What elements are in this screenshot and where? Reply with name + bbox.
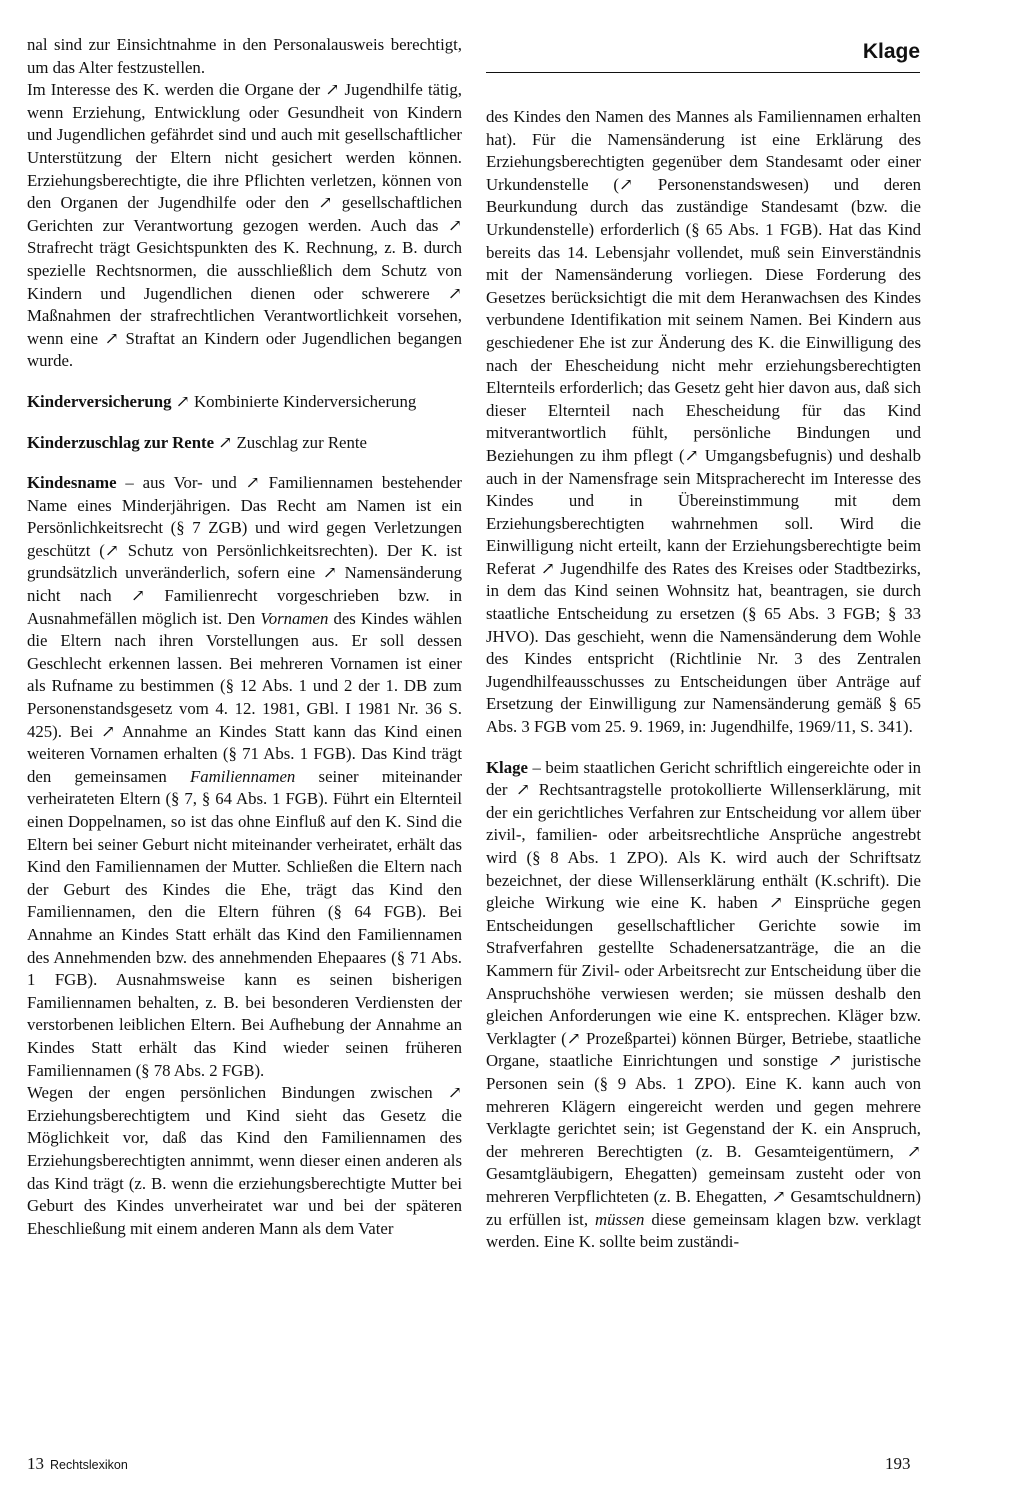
page-number: 193 bbox=[885, 1454, 911, 1473]
running-header: Klage bbox=[862, 40, 920, 63]
sheet-number: 13 bbox=[27, 1454, 44, 1473]
book-title: Rechtslexikon bbox=[50, 1458, 128, 1472]
entry-kinderzuschlag bbox=[27, 432, 462, 455]
entry-text: ↗ Kombinierte Kinderversicherung bbox=[171, 391, 417, 411]
entry-kinderversicherung bbox=[27, 391, 462, 414]
entry-kindesname bbox=[27, 472, 462, 1082]
left-column bbox=[27, 34, 462, 1240]
entry-heading: Klage bbox=[486, 757, 528, 777]
paragraph-namensaenderung: Wegen der engen persönlichen Bindungen zwischen ↗ Erziehungsberechtigtem und Kind sieht das Gesetz die Möglichkeit vor, daß das Kind den Familiennamen des Erziehungsberechtigten annimmt, wenn dieser einen anderen als das Kind trägt (z. B. wenn die erziehungsberechtigte Mutter bei Geburt des Kindes unverheiratet war und bei der späteren Eheschließung mit einem anderen Mann als dem Vater bbox=[27, 1083, 462, 1238]
header-rule bbox=[486, 72, 920, 73]
emphasis-text: Vornamen bbox=[260, 608, 329, 628]
entry-text: ↗ Zuschlag zur Rente bbox=[214, 432, 368, 452]
entry-text: diese gemeinsam klagen bzw. verklagt werden. Eine K. sollte beim zuständi- bbox=[486, 1209, 921, 1252]
entry-klage bbox=[486, 757, 921, 1254]
paragraph-jugendhilfe: Im Interesse des K. werden die Organe der ↗ Jugendhilfe tätig, wenn Erziehung, Entwicklung oder Gesundheit von Kindern und Jugendlichen gefährdet sind und auch mit gesellschaftlicher Unterstützung der Eltern nicht gesichert werden können. Erziehungsberechtigte, die ihre Pflichten verletzen, können von den Organen der Jugendhilfe oder den ↗ gesellschaftlichen Gerichten zur Verantwortung gezogen werden. Auch das ↗ Strafrecht trägt Gesichtspunkten des K. Rechnung, z. B. durch spezielle Rechtsnormen, die ausschließlich dem Schutz von Kindern und Jugendlichen dienen oder schwerere ↗ Maßnahmen der strafrechtlichen Verantwortlichkeit vorsehen, wenn eine ↗ Straftat an Kindern oder Jugendlichen begangen wurde. bbox=[27, 80, 462, 371]
entry-heading: Kinderversicherung bbox=[27, 391, 172, 411]
entry-heading: Kindesname bbox=[27, 473, 117, 493]
entry-text: – beim staatlichen Gericht schriftlich eingereichte oder in der ↗ Rechtsantragstelle protokollierte Willenserklärung, mit der ein gerichtliches Verfahren zur Entscheidung vor allem über zivil-, familien- oder arbeitsrechtliche Ansprüche angestrebt wird (§ 8 Abs. 1 ZPO). Als K. wird auch der Schriftsatz bezeichnet, der diese Willenserklärung enthält (K.schrift). Die gleiche Wirkung wie eine K. haben ↗ Einsprüche gegen Entscheidungen gesellschaftlicher Gerichte sowie im Strafverfahren gestellte Schadenersatzanträge, die an die Kammern für Zivil- oder Arbeitsrecht zur Entscheidung über die Anspruchshöhe verwiesen werden; sie müssen deshalb den gleichen Anforderungen wie eine K. entsprechen. Kläger bzw. Verklagter (↗ Prozeßpartei) können Bürger, Betriebe, staatliche Organe, staatliche Einrichtungen und sonstige ↗ juristische Personen sein (§ 9 Abs. 1 ZPO). Eine K. kann auch von mehreren Klägern eingereicht werden und gegen mehrere Verklagte gerichtet sein; ist Gegenstand der K. ein Anspruch, der mehreren Berechtigten (z. B. Gesamteigentümern, ↗ Gesamtgläubigern, Ehegatten) gemeinsam zusteht oder von mehreren Verpflichteten (z. B. Ehegatten, ↗ Gesamtschuldnern) zu erfüllen ist, bbox=[486, 757, 921, 1229]
entry-text: seiner miteinander verheirateten Eltern (§ 7, § 64 Abs. 1 FGB). Führt ein Elternteil einen Doppelnamen, so ist das ohne Einfluß auf den K. Sind die Eltern bei seiner Geburt nicht miteinander verheiratet, erhält das Kind den Familiennamen der Mutter. Schließen die Eltern nach der Geburt des Kindes die Ehe, trägt das Kind den Familiennamen, den die Eltern führen (§ 64 FGB). Bei Annahme an Kindes Statt erhält das Kind den Familiennamen des Annehmenden bzw. des annehmenden Ehepaares (§ 71 Abs. 1 FGB). Ausnahmsweise kann es seinen bisherigen Familiennamen behalten, z. B. bei besonderen Verdiensten der verstorbenen leiblichen Eltern. Bei Aufhebung der Annahme an Kindes Statt erhält das Kind wieder seinen früheren Familiennamen (§ 78 Abs. 2 FGB). bbox=[27, 766, 463, 1080]
entry-heading: Kinderzuschlag zur Rente bbox=[27, 432, 215, 452]
right-column bbox=[486, 106, 921, 1254]
entry-text: – aus Vor- und ↗ Familiennamen bestehender Name eines Minderjährigen. Das Recht am Namen ist ein Persönlichkeitsrecht (§ 7 ZGB) und wird gegen Verletzungen geschützt (↗ Schutz von Persönlichkeitsrechten). Der K. ist grundsätzlich unveränderlich, sofern eine ↗ Namensänderung nicht nach ↗ Familienrecht vorgeschrieben bzw. in Ausnahmefällen möglich ist. Den bbox=[27, 473, 462, 628]
emphasis-text: müssen bbox=[595, 1209, 645, 1229]
paragraph-continuation: des Kindes den Namen des Mannes als Familiennamen erhalten hat). Für die Namensänderung ist eine Erklärung des Erziehungsberechtigten gegenüber dem Standesamt oder einer Urkundenstelle (↗ Personenstandswesen) und deren Beurkundung durch das zuständige Standesamt (bzw. die Urkundenstelle) erforderlich (§ 65 Abs. 1 FGB). Hat das Kind bereits das 14. Lebensjahr vollendet, muß sein Einverständnis mit der Namensänderung vorliegen. Diese Forderung des Gesetzes berücksichtigt die mit dem Heranwachsen des Kindes verbundene Identifikation mit seinem Namen. Bei Kindern aus geschiedener Ehe ist zur Änderung des K. die Einwilligung des nach der Ehescheidung nicht mehr erziehungsberechtigten Elternteils erforderlich; das Gesetz geht hier davon aus, daß sich dieser Elternteil nach Ehescheidung für das Kind mitverantwortlich fühlt, persönliche Bindungen und Beziehungen zu ihm pflegt (↗ Umgangsbefugnis) und deshalb auch in der Namensfrage sein Mitspracherecht im Interesse des Kindes und in Übereinstimmung mit dem Erziehungsberechtigten wahrnehmen soll. Wird die Einwilligung nicht erteilt, kann der Erziehungsberechtigte beim Referat ↗ Jugendhilfe des Rates des Kreises oder Stadtbezirks, in dem das Kind seinen Wohnsitz hat, beantragen, sie durch staatliche Entscheidung zu ersetzen (§ 65 Abs. 3 FGB; § 33 JHVO). Das geschieht, wenn die Namensänderung dem Wohle des Kindes entspricht (Richtlinie Nr. 3 des Zentralen Jugendhilfeausschusses zu Entscheidungen über Anträge auf Ersetzung der Einwilligung zur Namensänderung gemäß § 65 Abs. 3 FGB vom 25. 9. 1969, in: Jugendhilfe, 1969/11, S. 341). bbox=[486, 107, 921, 737]
emphasis-text: Familiennamen bbox=[189, 766, 296, 786]
paragraph-continuation: nal sind zur Einsichtnahme in den Personalausweis berechtigt, um das Alter festzustellen. bbox=[27, 35, 462, 77]
entry-text: des Kindes wählen die Eltern nach ihren Vorstellungen aus. Er soll dessen Geschlecht erkennen lassen. Bei mehreren Vornamen ist einer als Rufname zu bestimmen (§ 12 Abs. 1 und 2 der 1. DB zum Personenstandsgesetz vom 4. 12. 1981, GBl. I 1981 Nr. 36 S. 425). Bei ↗ Annahme an Kindes Statt kann das Kind einen weiteren Vornamen erhalten (§ 71 Abs. 1 FGB). Das Kind trägt den gemeinsamen bbox=[27, 608, 462, 786]
page-footer-left bbox=[27, 1454, 128, 1474]
